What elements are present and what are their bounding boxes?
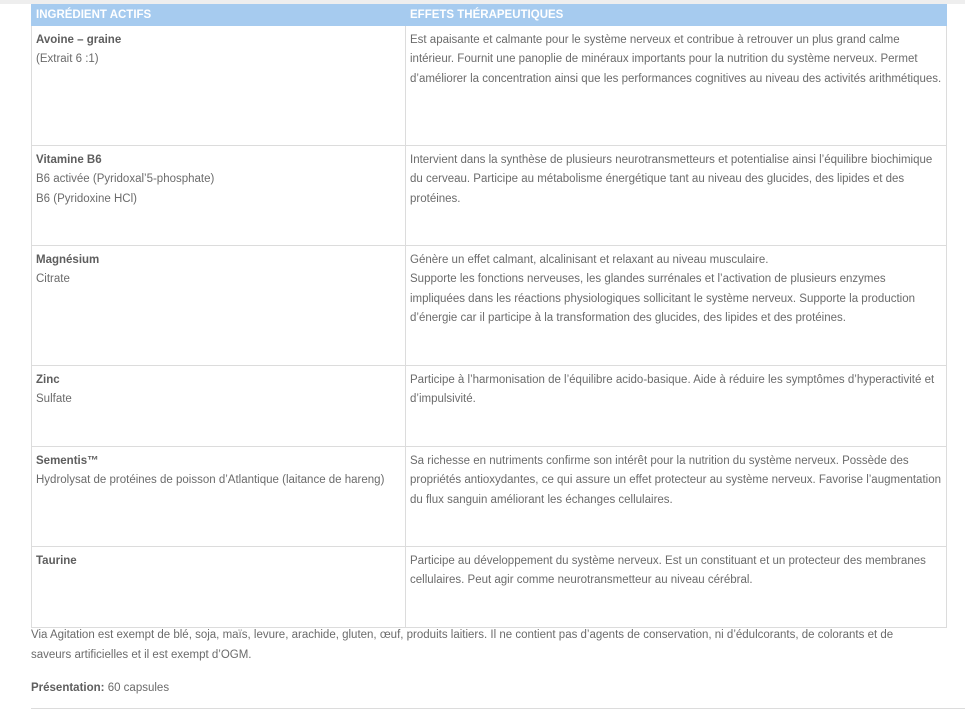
ingredient-cell xyxy=(32,447,406,547)
ingredient-name: Zinc xyxy=(36,374,60,386)
table-row xyxy=(32,547,947,628)
ingredient-cell xyxy=(32,146,406,246)
presentation-line xyxy=(31,679,936,699)
ingredient-name: Vitamine B6 xyxy=(36,154,102,166)
table-row xyxy=(32,146,947,246)
presentation-value: 60 capsules xyxy=(104,682,170,694)
effects-cell xyxy=(406,246,947,366)
table-row xyxy=(32,447,947,547)
ingredient-form: (Extrait 6 :1) xyxy=(36,53,99,66)
ingredient-cell xyxy=(32,26,406,146)
effect-text: Supporte les fonctions nerveuses, les glandes surrénales et l’activation de plusieurs enzymes impliquées dans les réactions physiologiques sollicitant le système nerveux. Supporte la production d’énergie car il participe à la transformation des glucides, des lipides et des protéines. xyxy=(410,273,916,324)
table-row xyxy=(32,26,947,146)
ingredient-cell xyxy=(32,366,406,447)
ingredient-cell xyxy=(32,547,406,628)
effect-text: Est apaisante et calmante pour le système nerveux et contribue à retrouver un plus grand calme intérieur. Fournit une panoplie de minéraux importants pour la nutrition du système nerveux. Permet d’améliorer la concentration ainsi que les performances cognitives au niveau des activités arithmétiques. xyxy=(410,34,942,85)
effects-cell xyxy=(406,366,947,447)
table-row xyxy=(32,246,947,366)
ingredient-name: Taurine xyxy=(36,555,77,567)
table-header-row xyxy=(32,5,947,26)
effects-cell xyxy=(406,547,947,628)
effects-cell xyxy=(406,146,947,246)
bottom-divider xyxy=(31,708,965,709)
ingredients-table xyxy=(31,4,947,628)
effect-text: Intervient dans la synthèse de plusieurs neurotransmetteurs et potentialise ainsi l’équilibre biochimique du cerveau. Participe au métabolisme énergétique tant au niveau des glucides, des lipides et des protéines. xyxy=(410,154,933,205)
header-effects: EFFETS THÉRAPEUTIQUES xyxy=(406,5,947,26)
ingredient-form: B6 activée (Pyridoxal’5-phosphate) xyxy=(36,173,215,186)
effects-cell xyxy=(406,447,947,547)
effect-text: Sa richesse en nutriments confirme son intérêt pour la nutrition du système nerveux. Possède des propriétés antioxydantes, ce qui assure un effet protecteur au système nerveux. Favorise l’augmentation du flux sanguin améliorant les échanges cellulaires. xyxy=(410,455,941,506)
effect-text: Participe au développement du système nerveux. Est un constituant et un protecteur des membranes cellulaires. Peut agir comme neurotransmetteur au niveau cérébral. xyxy=(410,555,926,587)
effect-text: Génère un effet calmant, alcalinisant et relaxant au niveau musculaire. xyxy=(410,254,769,266)
effect-text: Participe à l’harmonisation de l’équilibre acido-basique. Aide à réduire les symptômes d’hyperactivité et d’impulsivité. xyxy=(410,374,935,406)
presentation-label: Présentation: xyxy=(31,682,105,694)
ingredient-cell xyxy=(32,246,406,366)
ingredient-name: Avoine – graine xyxy=(36,34,122,46)
ingredient-form: Citrate xyxy=(36,273,70,286)
ingredient-name: Sementis™ xyxy=(36,455,99,467)
ingredient-form: Hydrolysat de protéines de poisson d’Atlantique (laitance de hareng) xyxy=(36,474,385,487)
exclusion-note: Via Agitation est exempt de blé, soja, maïs, levure, arachide, gluten, œuf, produits laitiers. Il ne contient pas d’agents de conservation, ni d’édulcorants, de colorants et de saveurs artificielles et il est exempt d’OGM. xyxy=(31,629,894,661)
ingredient-form: Sulfate xyxy=(36,393,72,406)
ingredient-name: Magnésium xyxy=(36,254,100,266)
effects-cell xyxy=(406,26,947,146)
header-ingredients: INGRÉDIENT ACTIFS xyxy=(32,5,406,26)
ingredient-form: B6 (Pyridoxine HCl) xyxy=(36,192,137,205)
table-row xyxy=(32,366,947,447)
